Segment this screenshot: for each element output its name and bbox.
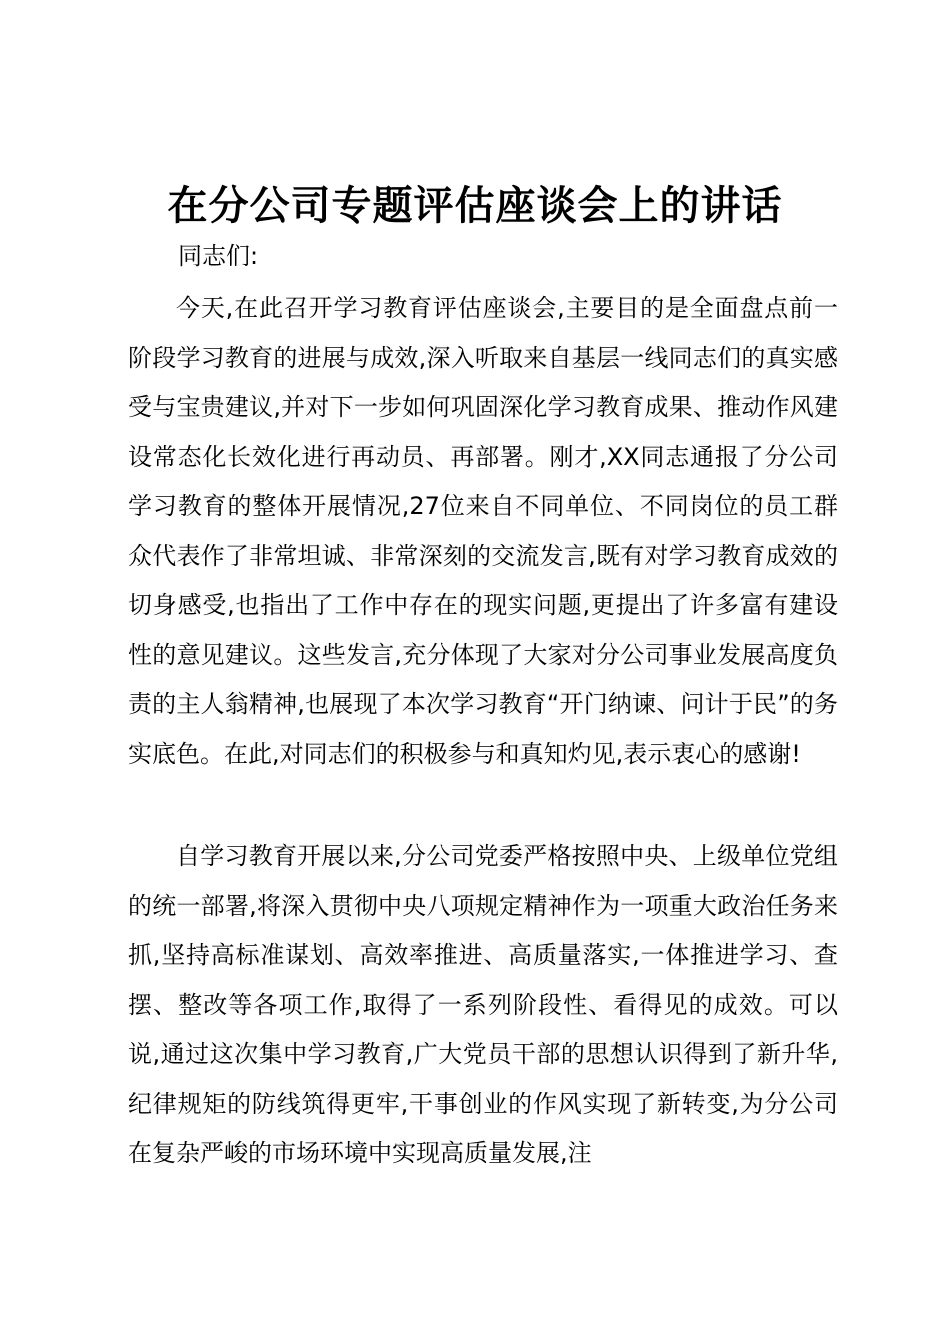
body-paragraph-2: 自学习教育开展以来,分公司党委严格按照中央、上级单位党组的统一部署,将深入贯彻中央八项规定精神作为一项重大政治任务来抓,坚持高标准谋划、高效率推进、高质量落实,一体推进学习、查摆、整改等各项工作,取得了一系列阶段性、看得见的成效。可以说,通过这次集中学习教育,广大党员干部的思想认识得到了新升华,纪律规矩的防线筑得更牢,干事创业的作风实现了新转变,为分公司在复杂严峻的市场环境中实现高质量发展,注 [128, 842, 838, 1167]
salutation: 同志们: [178, 242, 259, 270]
body-paragraph-1: 今天,在此召开学习教育评估座谈会,主要目的是全面盘点前一阶段学习教育的进展与成效,深入听取来自基层一线同志们的真实感受与宝贵建议,并对下一步如何巩固深化学习教育成果、推动作风建设常态化长效化进行再动员、再部署。刚才,XX同志通报了分公司学习教育的整体开展情况,27位来自不同单位、不同岗位的员工群众代表作了非常坦诚、非常深刻的交流发言,既有对学习教育成效的切身感受,也指出了工作中存在的现实问题,更提出了许多富有建设性的意见建议。这些发言,充分体现了大家对分公司事业发展高度负责的主人翁精神,也展现了本次学习教育“开门纳谏、问计于民”的务实底色。在此,对同志们的积极参与和真知灼见,表示衷心的感谢! [128, 294, 838, 768]
document-title: 在分公司专题评估座谈会上的讲话 [167, 183, 783, 229]
